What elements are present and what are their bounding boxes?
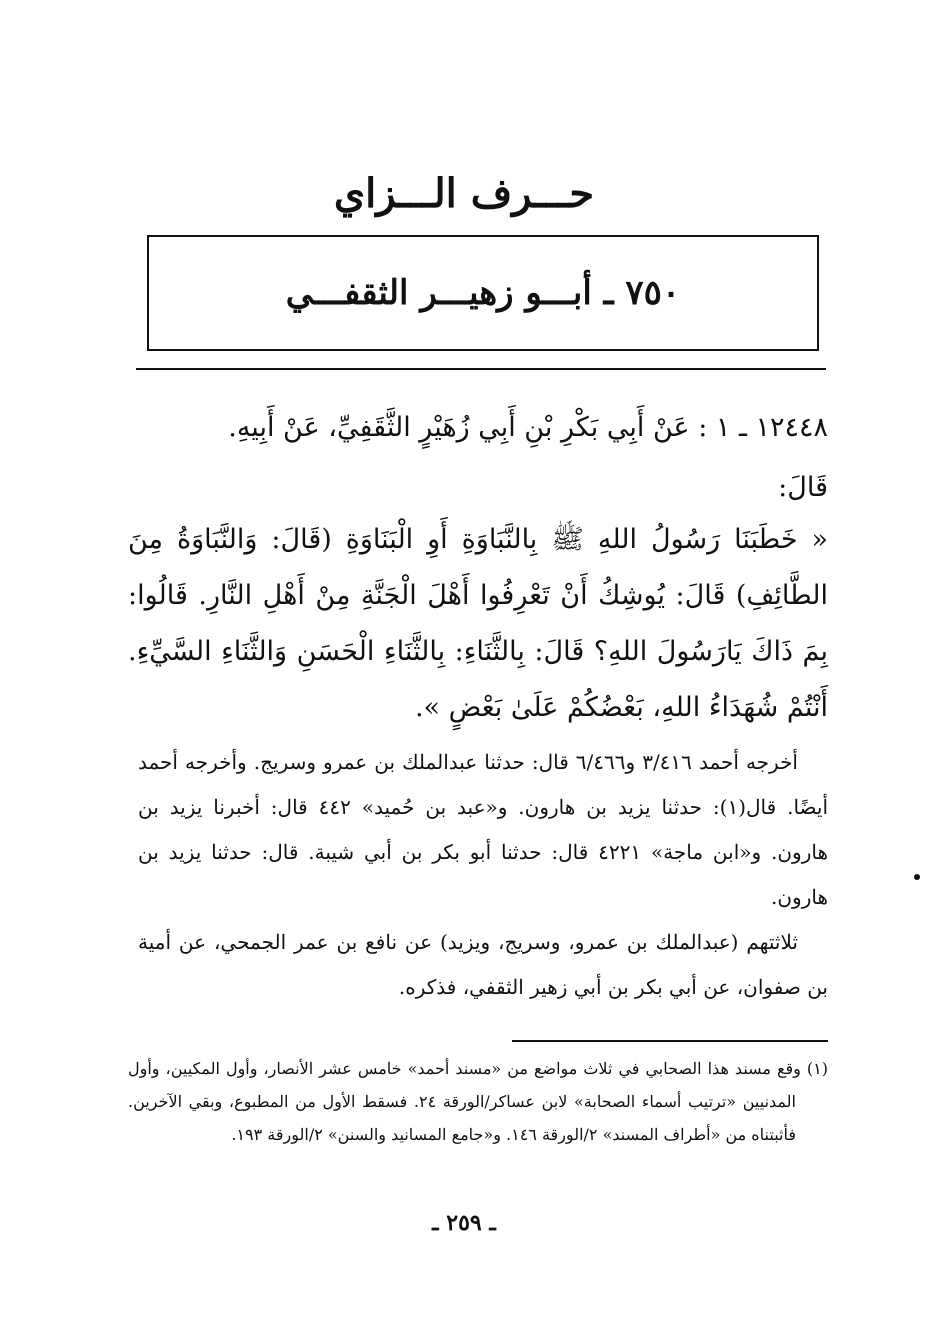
takhrij-paragraph: أخرجه أحمد ٣/٤١٦ و٦/٤٦٦ قال: حدثنا عبدالملك بن عمرو وسريج. وأخرجه أحمد أيضًا. قال(١): حدثنا يزيد بن هارون. و«عبد بن حُميد» ٤٤٢ قال: أخبرنا يزيد بن هارون. و«ابن ماجة» ٤٢٢١ قال: حدثنا أبو بكر بن أبي شيبة. قال: حدثنا يزيد بن هارون. (138, 750, 829, 909)
hadith-qala: قَالَ: (778, 472, 828, 503)
top-divider (136, 368, 826, 370)
margin-mark (914, 874, 920, 880)
hadith-matn: « خَطَبَنَا رَسُولُ اللهِ ﷺ بِالنَّبَاوَةِ أَوِ الْبَنَاوَةِ (قَالَ: وَالنَّبَاوَةُ مِنَ الطَّائِفِ) قَالَ: يُوشِكُ أَنْ تَعْرِفُوا أَهْلَ الْجَنَّةِ مِنْ أَهْلِ النَّارِ. قَالُوا: بِمَ ذَاكَ يَارَسُولَ اللهِ؟ قَالَ: بِالثَّنَاءِ: بِالثَّنَاءِ الْحَسَنِ وَالثَّنَاءِ السَّيِّءِ. أَنْتُمْ شُهَدَاءُ اللهِ، بَعْضُكُمْ عَلَىٰ بَعْضٍ ». (128, 524, 828, 723)
hadith-isnad-block (128, 398, 828, 518)
footnote-text: (١) وقع مسند هذا الصحابي في ثلاث مواضع من «مسند أحمد» خامس عشر الأنصار، وأول المكيين، وأول المدنيين «ترتيب أسماء الصحابة» لابن عساكر/الورقة ٢٤. فسقط الأول من المطبوع، وبقي الآخرين. فأثبتناه من «أطراف المسند» ٢/الورقة ١٤٦. و«جامع المسانيد والسنن» ٢/الورقة ١٩٣. (128, 1059, 828, 1144)
chapter-title: حـــرف الـــزاي (333, 170, 595, 217)
takhrij-section (138, 740, 828, 1010)
page-number: ـ ٢٥٩ ـ (432, 1210, 496, 1236)
entry-title: ٧٥٠ ـ أبـــو زهيـــر الثقفـــي (285, 273, 681, 313)
footnote (128, 1052, 828, 1151)
takhrij-paragraph: ثلاثتهم (عبدالملك بن عمرو، وسريج، ويزيد) عن نافع بن عمر الجمحي، عن أمية بن صفوان، عن أبي بكر بن أبي زهير الثقفي، فذكره. (138, 930, 828, 999)
footnote-divider (512, 1040, 828, 1042)
hadith-isnad: ١٢٤٤٨ ـ ١ : عَنْ أَبِي بَكْرِ بْنِ أَبِي زُهَيْرٍ الثَّقَفِيِّ، عَنْ أَبِيهِ. (228, 412, 828, 443)
entry-title-box (147, 235, 819, 351)
